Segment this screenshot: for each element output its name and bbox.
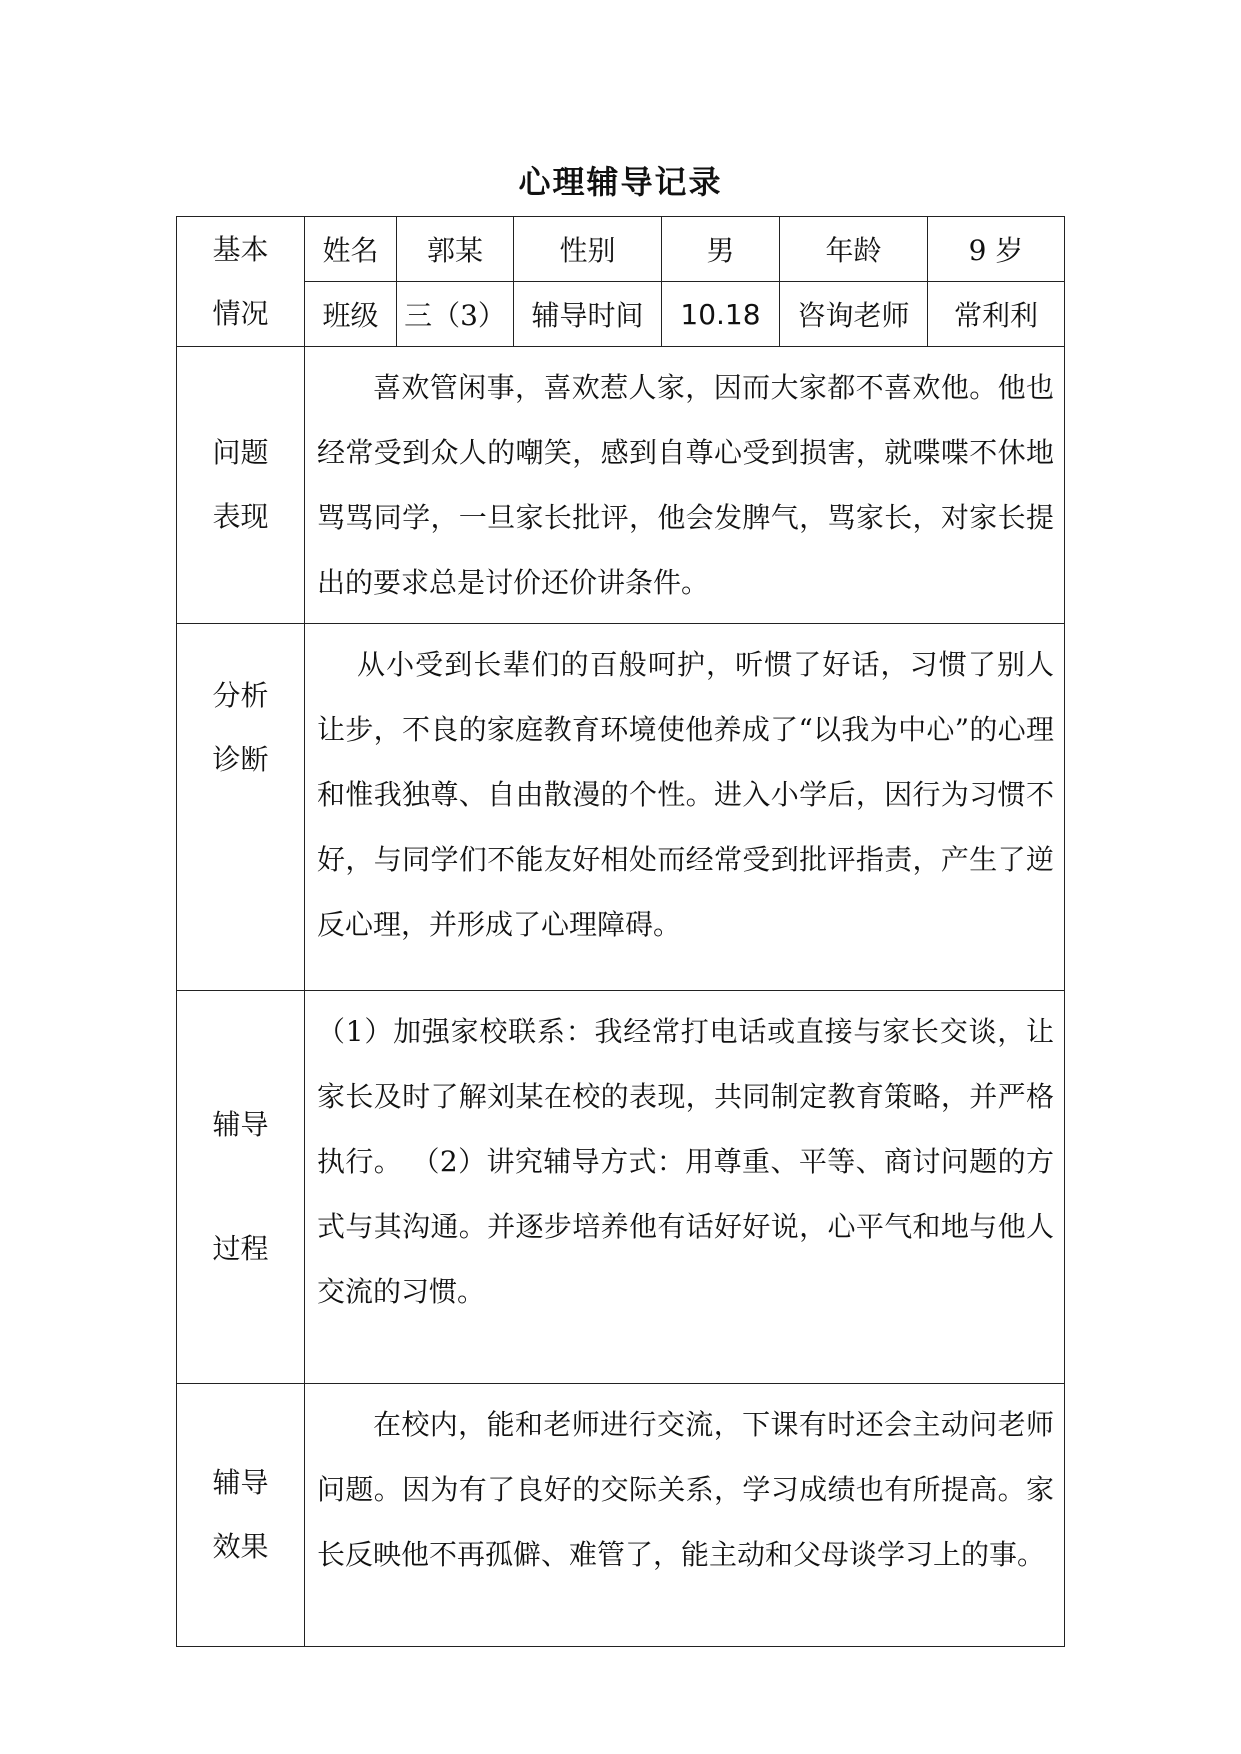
teacher-label: 咨询老师 [780, 282, 928, 347]
record-table [176, 216, 1065, 1647]
time-label: 辅导时间 [514, 282, 662, 347]
teacher-value: 常利利 [928, 282, 1065, 347]
problem-label: 问题 表现 [177, 347, 305, 624]
name-label: 姓名 [305, 217, 397, 282]
basic-section-label: 基本 情况 [177, 217, 305, 347]
effect-label: 辅导 效果 [177, 1384, 305, 1647]
effect-row [177, 1384, 1065, 1647]
analysis-text: 从小受到长辈们的百般呵护，听惯了好话，习惯了别人让步，不良的家庭教育环境使他养成了“以我为中心”的心理和惟我独尊、自由散漫的个性。进入小学后，因行为习惯不好，与同学们不能友好相处而经常受到批评指责，产生了逆反心理，并形成了心理障碍。 [305, 624, 1065, 991]
page-title: 心理辅导记录 [518, 163, 723, 201]
gender-label: 性别 [514, 217, 662, 282]
class-label: 班级 [305, 282, 397, 347]
time-value: 10.18 [662, 282, 780, 347]
class-value: 三（3） [397, 282, 514, 347]
analysis-row [177, 624, 1065, 991]
problem-text: 喜欢管闲事，喜欢惹人家，因而大家都不喜欢他。他也经常受到众人的嘲笑，感到自尊心受到损害，就喋喋不休地骂骂同学，一旦家长批评，他会发脾气，骂家长，对家长提出的要求总是讨价还价讲条件。 [305, 347, 1065, 624]
name-value: 郭某 [397, 217, 514, 282]
gender-value: 男 [662, 217, 780, 282]
age-value: 9 岁 [928, 217, 1065, 282]
problem-row [177, 347, 1065, 624]
basic-info-row-1 [177, 217, 1065, 282]
process-row [177, 991, 1065, 1384]
analysis-label: 分析 诊断 [177, 624, 305, 991]
basic-info-row-2 [177, 282, 1065, 347]
age-label: 年龄 [780, 217, 928, 282]
process-label: 辅导 过程 [177, 991, 305, 1384]
effect-text: 在校内，能和老师进行交流，下课有时还会主动问老师问题。因为有了良好的交际关系，学习成绩也有所提高。家长反映他不再孤僻、难管了，能主动和父母谈学习上的事。 [305, 1384, 1065, 1647]
process-text: （1）加强家校联系：我经常打电话或直接与家长交谈，让家长及时了解刘某在校的表现，共同制定教育策略，并严格执行。 （2）讲究辅导方式：用尊重、平等、商讨问题的方式与其沟通。并逐步培养他有话好好说，心平气和地与他人交流的习惯。 [305, 991, 1065, 1384]
